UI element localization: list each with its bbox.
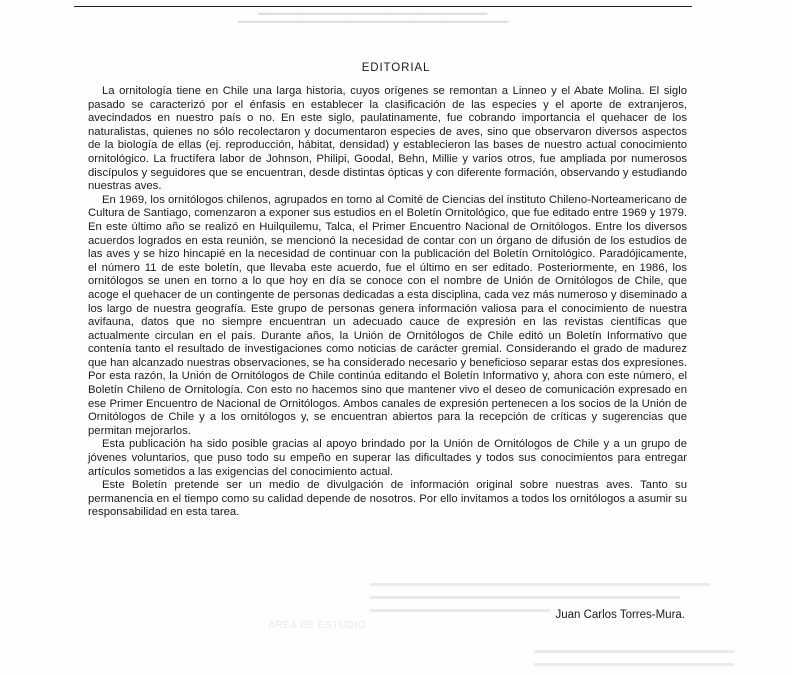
paragraph: Este Boletín pretende ser un medio de divulgación de información original sobre nuestras aves. Tanto su permanencia en el tiempo como su calidad depende de nosotros. Por ello invitamos a todos los ornitólogos a asumir su responsabilidad en esta tarea. (88, 479, 687, 519)
paragraph: La ornitología tiene en Chile una larga historia, cuyos orígenes se remontan a Linneo y el Abate Molina. El siglo pasado se caracterizó por el énfasis en establecer la clasificación de las especies y el aporte de extranjeros, avecindados en nuestro país o no. En este siglo, paulatinamente, fue cobrando importancia el quehacer de los naturalistas, quienes no sólo recolectaron y documentaron especies de aves, sino que observaron diversos aspectos de la biología de ellas (ej. reproducción, hábitat, densidad) y establecieron las bases de nuestro actual conocimiento ornitológico. La fructífera labor de Johnson, Philipi, Goodal, Behn, Millie y varios otros, fue ampliada por numerosos discípulos y seguidores que se encuentran, desde distintas ópticas y con diferente formación, observando y estudiando nuestras aves. (88, 85, 687, 193)
show-through-text: ▬▬▬▬▬▬▬▬▬▬▬▬▬▬▬▬▬▬▬▬ (534, 658, 734, 669)
show-through-text: ▬▬▬▬▬▬▬▬▬▬▬▬▬▬▬▬▬▬▬▬ (534, 645, 734, 656)
bleed-through-text: ▬▬▬▬▬▬▬▬▬▬▬▬▬▬▬▬▬▬▬▬▬▬▬▬▬▬▬▬ (258, 8, 488, 17)
show-through-text: ▬▬▬▬▬▬▬▬▬▬▬▬▬▬▬▬▬▬ (370, 604, 550, 615)
bleed-through-text: ▬▬▬▬▬▬▬▬▬▬▬▬▬▬▬▬▬▬▬▬▬▬▬▬▬▬▬▬▬▬▬▬▬ (238, 16, 509, 25)
page-title: EDITORIAL (361, 62, 431, 74)
header-rule (74, 6, 692, 7)
paragraph: Esta publicación ha sido posible gracias al apoyo brindado por la Unión de Ornitólogos de Chile y a un grupo de jóvenes voluntarios, que puso todo su empeño en superar las dificultades y todos sus conocimientos para entregar artículos sometidos a las exigencias del conocimiento actual. (88, 438, 687, 478)
editorial-body (88, 85, 687, 520)
show-through-text: ▬▬▬▬▬▬▬▬▬▬▬▬▬▬▬▬▬▬▬▬▬▬▬▬▬▬▬▬▬▬▬▬▬▬ (370, 578, 710, 589)
show-through-text: ▬▬▬▬▬▬▬▬▬▬▬▬▬▬▬▬▬▬▬▬▬▬▬▬▬▬▬▬▬▬▬ (370, 591, 680, 602)
author-signature: Juan Carlos Torres-Mura. (555, 609, 685, 621)
paragraph: En 1969, los ornitólogos chilenos, agrupados en torno al Comité de Ciencias del instituto Chileno-Norteamericano de Cultura de Santiago, comenzaron a exponer sus estudios en el Boletín Ornitológico, que fue editado entre 1969 y 1979. En este último año se realizó en Huilquilemu, Talca, el Primer Encuentro Nacional de Ornitólogos. Entre los diversos acuerdos logrados en esta reunión, se mencionó la necesidad de contar con un órgano de difusión de los estudios de las aves y se hizo hincapié en la necesidad de continuar con la publicación del Boletín Ornitológico. Paradójicamente, el número 11 de este boletín, que llevaba este acuerdo, fue el último en ser editado. Posteriormente, en 1986, los ornitólogos se unen en torno a lo que hoy en día se conoce con el nombre de Unión de Ornitólogos de Chile, que acoge el quehacer de un contingente de personas dedicadas a esta disciplina, cada vez más numeroso y diseminado a los largo de nuestra geografía. Este grupo de personas genera información valiosa para el conocimiento de nuestra avifauna, datos que no siempre encuentran un adecuado cauce de expresión en las revistas científicas que actualmente circulan en el país. Durante años, la Unión de Ornitólogos de Chile editó un Boletín Informativo que contenía tanto el resultado de investigaciones como noticias de carácter gremial. Considerando el grado de madurez que han alcanzado nuestras observaciones, se ha considerado necesario y beneficioso separar estas dos expresiones. Por esta razón, la Unión de Ornitólogos de Chile continúa editando el Boletín Informativo y, ahora con este número, el Boletín Chileno de Ornitología. Con esto no hacemos sino que mantener vivo el deseo de comunicación expresado en ese Primer Encuentro de Nacional de Ornitólogos. Ambos canales de expresión pertenecen a los socios de la Unión de Ornitólogos de Chile y a los ornitólogos y, se encuentran abiertos para la recepción de críticas y sugerencias que permitan mejorarlos. (88, 193, 687, 437)
show-through-heading: AREA DE ESTUDIO (268, 620, 367, 631)
